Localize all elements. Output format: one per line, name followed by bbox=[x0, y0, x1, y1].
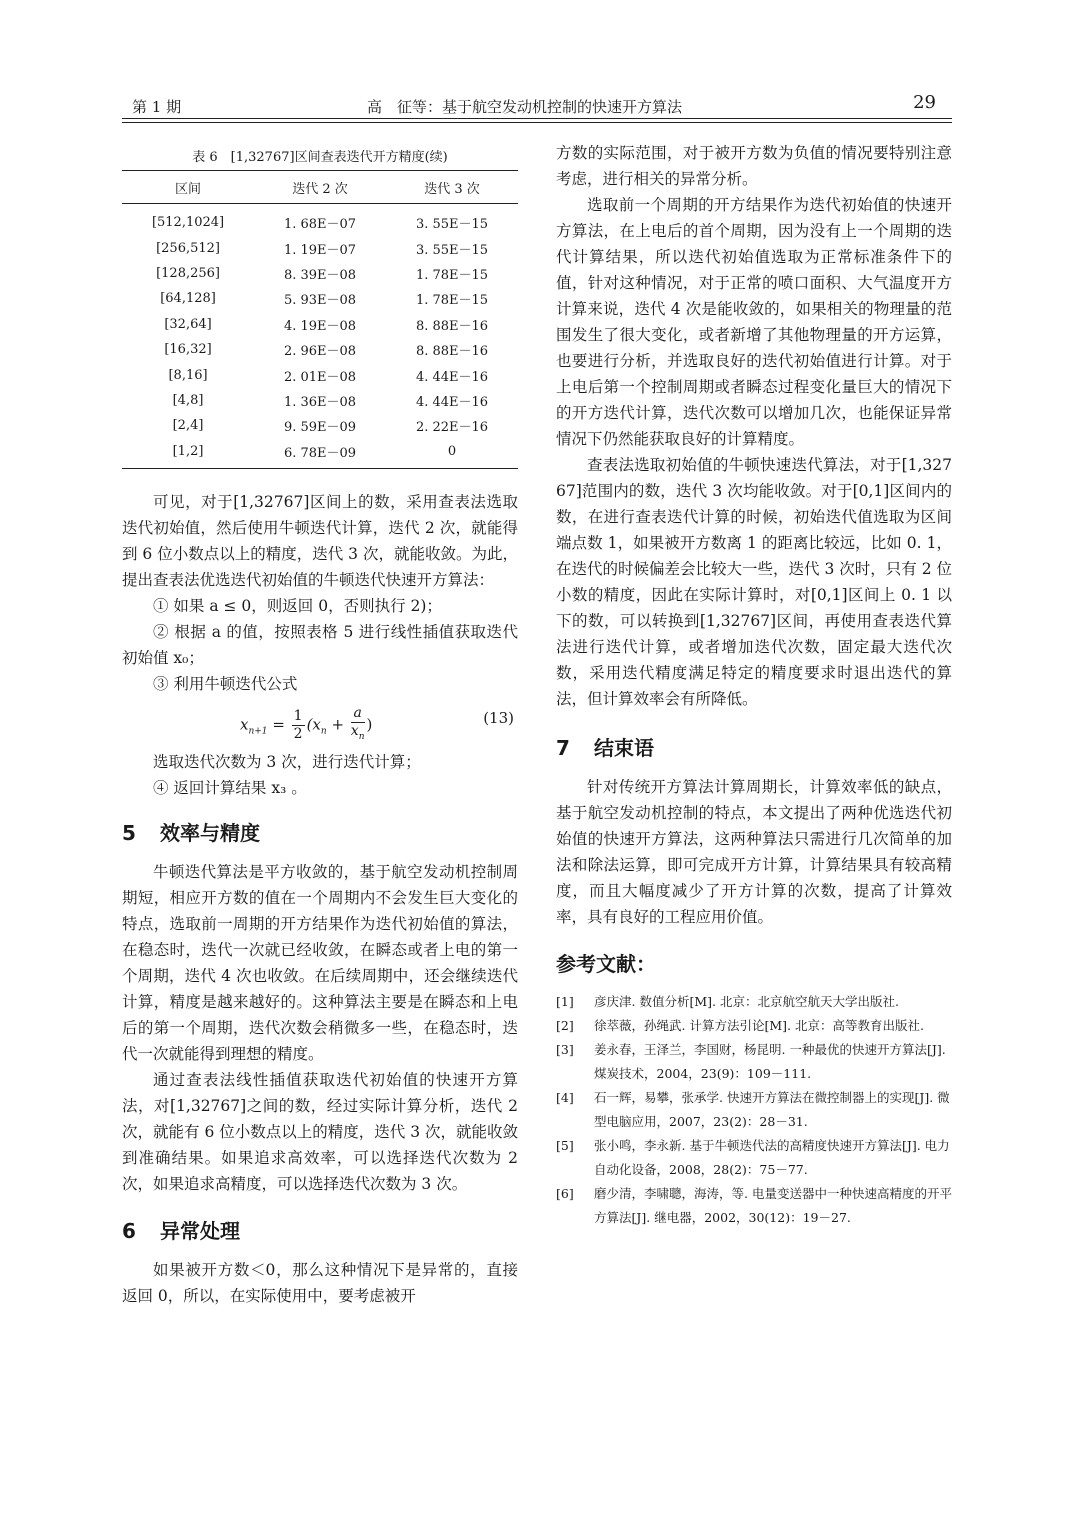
table-cell: 9. 59E－09 bbox=[283, 420, 357, 436]
running-header bbox=[122, 92, 952, 122]
col-header-iter3: 迭代 3 次 bbox=[386, 171, 518, 204]
formula-open: (x bbox=[306, 715, 321, 734]
formula-a-over-xn bbox=[351, 705, 365, 746]
header-rule-thin bbox=[122, 122, 952, 123]
conclusion-paragraph: 针对传统开方算法计算周期长，计算效率低的缺点，基于航空发动机控制的特点，本文提出了两种优选迭代初始值的快速开方算法，这两种算法只需进行几次简单的加法和除法运算，即可完成开方计算，计算结果具有较高精度，而且大幅度减少了开方计算的次数，提高了计算效率，具有良好的工程应用价值。 bbox=[556, 778, 952, 926]
table-cell: 8. 88E－16 bbox=[415, 344, 489, 360]
reference-item bbox=[556, 1182, 952, 1230]
table-cell: 6. 78E－09 bbox=[254, 439, 386, 469]
table-row bbox=[122, 312, 518, 337]
reference-text: 姜永春，王泽兰，李国财，杨昆明. 一种最优的快速开方算法[J]. 煤炭技术，2004，23(9)：109－111. bbox=[594, 1042, 946, 1081]
table-cell: 1. 78E－15 bbox=[415, 293, 489, 309]
formula-xn-sub: n bbox=[320, 726, 327, 737]
table-cell: [512,1024] bbox=[151, 215, 225, 231]
formula-close: ) bbox=[366, 715, 373, 734]
formula-half bbox=[292, 708, 305, 743]
table-cell: 1. 68E－07 bbox=[283, 217, 357, 233]
reference-item bbox=[556, 990, 952, 1014]
table-cell: 2. 96E－08 bbox=[283, 344, 357, 360]
running-title: 高 征等：基于航空发动机控制的快速开方算法 bbox=[367, 98, 683, 116]
precision-table bbox=[122, 170, 518, 469]
half-denominator: 2 bbox=[293, 725, 303, 742]
table-row bbox=[122, 439, 518, 469]
reference-text: 磨少清，李啸聰，海涛，等. 电量变送器中一种快速高精度的开平方算法[J]. 继电器，2002，30(12)：19－27. bbox=[594, 1186, 952, 1225]
algorithm-step-4: ④ 返回计算结果 x₃ 。 bbox=[153, 778, 307, 797]
intro-paragraph: 可见，对于[1,32767]区间上的数，采用查表法选取迭代初始值，然后使用牛顿迭代计算，迭代 2 次，就能得到 6 位小数点以上的精度，迭代 3 次，就能收敛。为此，提出查表法优选迭代初始值的牛顿迭代快速开方算法： bbox=[122, 492, 518, 589]
table-row bbox=[122, 413, 518, 438]
col-header-interval: 区间 bbox=[122, 171, 254, 204]
table-cell: 2. 01E－08 bbox=[283, 369, 357, 385]
section-number: 5 bbox=[122, 820, 136, 845]
table-cell: 1. 36E－08 bbox=[283, 394, 357, 410]
reference-number: [3] bbox=[556, 1042, 574, 1057]
table-cell: 3. 55E－15 bbox=[415, 217, 489, 233]
formula-lhs: x bbox=[240, 715, 249, 734]
table-row bbox=[122, 337, 518, 362]
table-cell: [128,256] bbox=[156, 265, 220, 281]
table-cell: 4. 44E－16 bbox=[415, 394, 489, 410]
references-heading: 参考文献： bbox=[556, 952, 656, 976]
section-5-paragraph-2: 通过查表法线性插值获取迭代初始值的快速开方算法，对[1,32767]之间的数，经过实际计算分析，迭代 2 次，就能有 6 位小数点以上的精度，迭代 3 次，就能收敛到准确结果。如果追求高效率，可以选择迭代次数为 2 次，如果追求高精度，可以选择迭代次数为 3 次。 bbox=[122, 1070, 518, 1193]
table-caption: 表 6 [1,32767]区间查表迭代开方精度(续) bbox=[192, 150, 448, 165]
table-cell: 0 bbox=[386, 439, 518, 469]
reference-number: [4] bbox=[556, 1090, 574, 1105]
table-cell: [1,2] bbox=[122, 439, 254, 469]
newton-formula bbox=[122, 699, 518, 747]
section-number: 6 bbox=[122, 1218, 136, 1243]
half-numerator: 1 bbox=[293, 707, 303, 724]
equation-number: (13) bbox=[483, 708, 514, 727]
table-row bbox=[122, 235, 518, 260]
formula-equals: = bbox=[267, 715, 290, 734]
right-column bbox=[556, 140, 952, 1230]
section-5-paragraph-1: 牛顿迭代算法是平方收敛的，基于航空发动机控制周期短，相应开方数的值在一个周期内不会发生巨大变化的特点，选取前一周期的开方结果作为迭代初始值的算法，在稳态时，迭代一次就已经收敛，在瞬态或者上电的第一个周期，迭代 4 次也收敛。在后续周期中，还会继续迭代计算，精度是越来越好的。这种算法主要是在瞬态和上电后的第一个周期，迭代次数会稍微多一些，在稳态时，迭代一次就能得到理想的精度。 bbox=[122, 862, 518, 1063]
table-cell: 3. 55E－15 bbox=[415, 242, 489, 258]
section-6-paragraph-2: 选取前一个周期的开方结果作为迭代初始值的快速开方算法，在上电后的首个周期，因为没有上一个周期的迭代计算结果，所以迭代初始值选取为正常标准条件下的值，针对这种情况，对于正常的喷口面积、大气温度开方计算来说，迭代 4 次是能收敛的，如果相关的物理量的范围发生了很大变化，或者新增了其他物理量的开方运算，也要进行分析，并选取良好的迭代初始值进行计算。对于上电后第一个控制周期或者瞬态过程变化量巨大的情况下的开方迭代计算，迭代次数可以增加几次，也能保证异常情况下仍然能获取良好的计算精度。 bbox=[556, 196, 952, 448]
formula-body bbox=[240, 705, 372, 746]
table-cell: [4,8] bbox=[172, 392, 204, 408]
reference-text: 石一辉，易攀，张承学. 快速开方算法在微控制器上的实现[J]. 微型电脑应用，2007，23(2)：28－31. bbox=[594, 1090, 950, 1129]
col-header-iter2: 迭代 2 次 bbox=[254, 171, 386, 204]
table-cell: 8. 39E－08 bbox=[283, 267, 357, 283]
algorithm-step-1: ① 如果 a ≤ 0，则返回 0，否则执行 2)； bbox=[153, 596, 442, 615]
reference-item bbox=[556, 1014, 952, 1038]
left-column bbox=[122, 140, 518, 1309]
table-cell: 1. 19E－07 bbox=[283, 242, 357, 258]
formula-lhs-sub: n+1 bbox=[248, 726, 268, 737]
table-cell: [32,64] bbox=[164, 316, 212, 332]
table-cell: 8. 88E－16 bbox=[415, 318, 489, 334]
reference-number: [5] bbox=[556, 1138, 574, 1153]
reference-list bbox=[556, 990, 952, 1230]
page-number: 29 bbox=[913, 92, 936, 113]
table-row bbox=[122, 204, 518, 236]
table-cell: [256,512] bbox=[156, 240, 220, 256]
a-den-sub: n bbox=[358, 731, 365, 742]
section-6-paragraph-3: 查表法选取初始值的牛顿快速迭代算法，对于[1,32767]范围内的数，迭代 3 次均能收敛。对于[0,1]区间内的数，在进行查表迭代计算的时候，初始迭代值选取为区间端点数 1，如果被开方数离 1 的距离比较远，比如 0. 1，在迭代的时候偏差会比较大一些，迭代 3 次时，只有 2 位小数的精度，因此在实际计算时，对[0,1]区间上 0. 1 以下的数，可以转换到[1,32767]区间，再使用查表迭代算法进行迭代计算，或者增加迭代次数，固定最大迭代次数，采用迭代精度满足特定的精度要求时退出迭代的算法，但计算效率会有所降低。 bbox=[556, 456, 952, 708]
formula-plus: + bbox=[326, 715, 349, 734]
reference-number: [2] bbox=[556, 1018, 574, 1033]
a-denominator bbox=[351, 723, 365, 746]
section-6-heading bbox=[122, 1205, 518, 1257]
table-cell: [2,4] bbox=[172, 418, 204, 434]
table-cell: 4. 44E－16 bbox=[415, 369, 489, 385]
section-title: 效率与精度 bbox=[160, 820, 260, 845]
reference-text: 彦庆津. 数值分析[M]. 北京：北京航空航天大学出版社. bbox=[594, 994, 899, 1009]
algorithm-step-2: ② 根据 a 的值，按照表格 5 进行线性插值获取迭代初始值 x₀； bbox=[122, 622, 518, 667]
reference-item bbox=[556, 1134, 952, 1182]
table-cell: [8,16] bbox=[168, 367, 208, 383]
continued-paragraph: 方数的实际范围，对于被开方数为负值的情况要特别注意考虑，进行相关的异常分析。 bbox=[556, 144, 952, 188]
table-cell: 4. 19E－08 bbox=[283, 318, 357, 334]
algorithm-step-3: ③ 利用牛顿迭代公式 bbox=[153, 674, 298, 693]
section-title: 结束语 bbox=[594, 736, 654, 760]
reference-item bbox=[556, 1086, 952, 1134]
a-numerator: a bbox=[351, 705, 365, 723]
section-number: 7 bbox=[556, 736, 570, 760]
table-header-row bbox=[122, 171, 518, 204]
issue-label: 第 1 期 bbox=[132, 98, 182, 116]
after-formula-text: 选取迭代次数为 3 次，进行迭代计算； bbox=[153, 752, 421, 771]
table-cell: 1. 78E－15 bbox=[415, 267, 489, 283]
reference-number: [1] bbox=[556, 994, 574, 1009]
a-den-x: x bbox=[350, 722, 359, 739]
reference-number: [6] bbox=[556, 1186, 574, 1201]
section-title: 异常处理 bbox=[160, 1218, 240, 1243]
table-cell: 2. 22E－16 bbox=[415, 420, 489, 436]
reference-item bbox=[556, 1038, 952, 1086]
table-cell: [16,32] bbox=[164, 342, 212, 358]
table-row bbox=[122, 362, 518, 387]
table-row bbox=[122, 261, 518, 286]
table-cell: [64,128] bbox=[160, 291, 216, 307]
section-6-paragraph-1: 如果被开方数＜0，那么这种情况下是异常的，直接返回 0，所以，在实际使用中，要考虑被开 bbox=[122, 1260, 518, 1305]
table-cell: 5. 93E－08 bbox=[283, 293, 357, 309]
reference-text: 张小鸣，李永新. 基于牛顿迭代法的高精度快速开方算法[J]. 电力自动化设备，2008，28(2)：75－77. bbox=[594, 1138, 950, 1177]
header-rule bbox=[122, 118, 952, 119]
section-5-heading bbox=[122, 807, 518, 859]
reference-text: 徐萃薇，孙绳武. 计算方法引论[M]. 北京：高等教育出版社. bbox=[594, 1018, 924, 1033]
section-7-heading bbox=[556, 722, 952, 774]
table-row bbox=[122, 286, 518, 311]
table-row bbox=[122, 388, 518, 413]
